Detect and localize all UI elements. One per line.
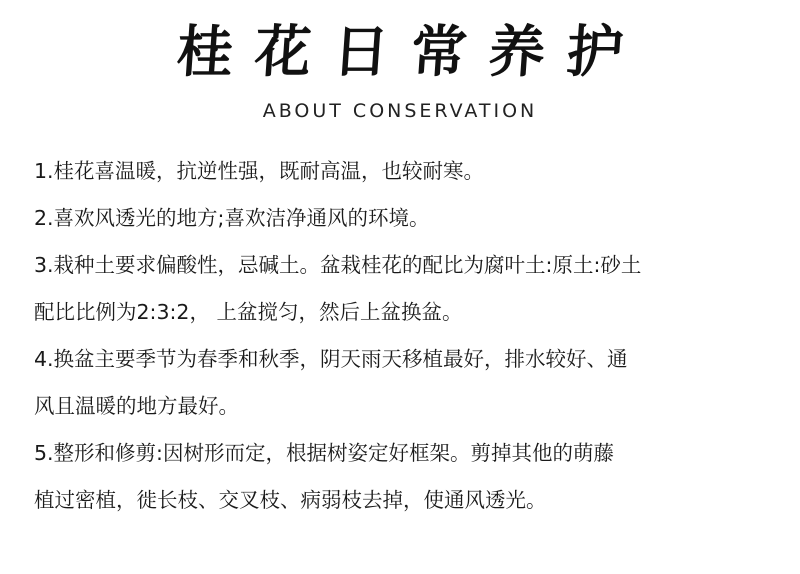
text-line: 4.换盆主要季节为春季和秋季，阴天雨天移植最好，排水较好、通 bbox=[34, 347, 628, 371]
text-line: 3.栽种土要求偏酸性，忌碱土。盆栽桂花的配比为腐叶土:原土:砂土 bbox=[34, 253, 642, 277]
text-line: 配比比例为2:3:2， 上盆搅匀，然后上盆换盆。 bbox=[34, 300, 463, 324]
text-line: 2.喜欢风透光的地方;喜欢洁净通风的环境。 bbox=[34, 206, 430, 230]
text-line: 5.整形和修剪:因树形而定，根据树姿定好框架。剪掉其他的萌藤 bbox=[34, 441, 614, 465]
page-title: 桂花日常养护 bbox=[174, 19, 648, 85]
page-subtitle: ABOUT CONSERVATION bbox=[262, 100, 538, 122]
text-line: 植过密植，徙长枝、交叉枝、病弱枝去掉，使通风透光。 bbox=[34, 488, 547, 512]
text-line: 风且温暖的地方最好。 bbox=[34, 394, 239, 418]
care-instructions bbox=[34, 148, 774, 524]
text-line: 1.桂花喜温暖，抗逆性强，既耐高温，也较耐寒。 bbox=[34, 159, 485, 183]
